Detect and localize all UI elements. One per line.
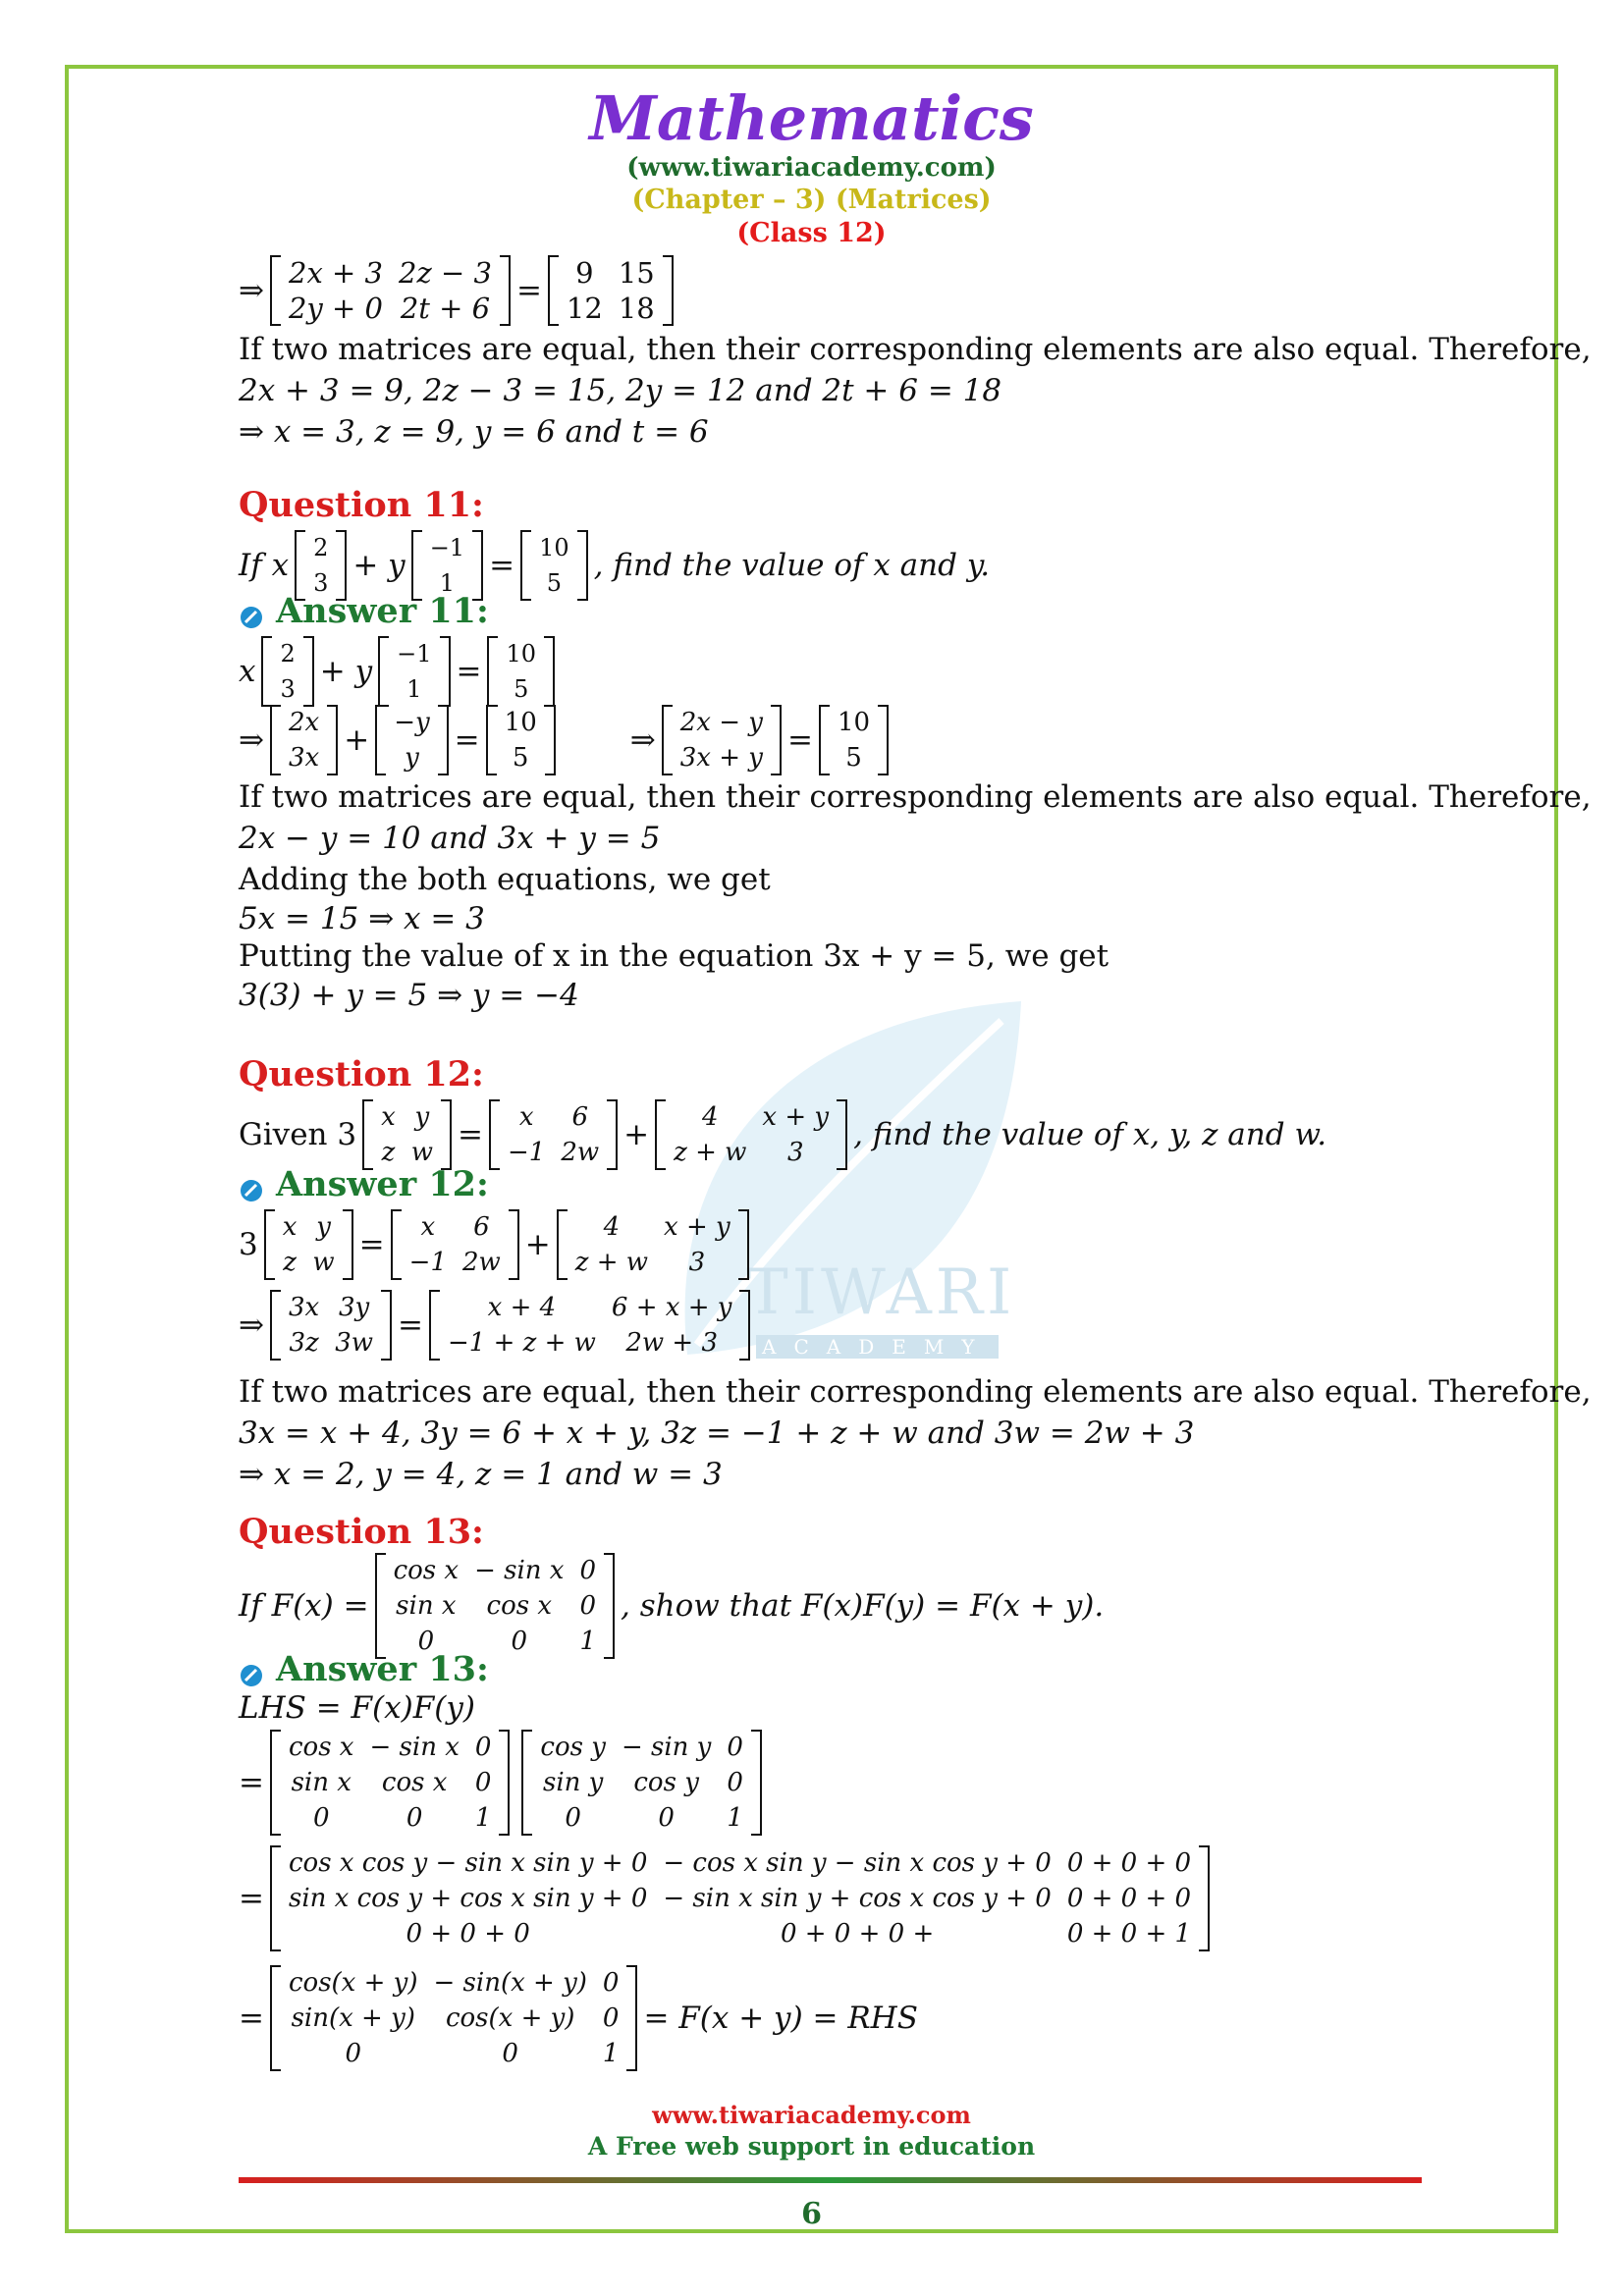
intro-line1: If two matrices are equal, then their corresponding elements are also equal. Therefore, bbox=[239, 332, 1592, 367]
matrix-cell: w bbox=[312, 1248, 335, 1277]
matrix bbox=[557, 1209, 749, 1280]
matrix-cell: 3x bbox=[288, 743, 320, 773]
matrix bbox=[270, 1965, 637, 2071]
question-12-text: Given 3 x y z w = x 6 −1 2w + 4 x + y z + w 3 , find the value of x, y, z and w. bbox=[239, 1099, 1326, 1170]
matrix-cell: −y bbox=[394, 708, 430, 737]
matrix-grid bbox=[531, 530, 577, 601]
a13-rhs: = F(x + y) = RHS bbox=[643, 2001, 918, 2036]
a11-line2: 2x − y = 10 and 3x + y = 5 bbox=[239, 821, 661, 856]
matrix bbox=[486, 705, 556, 775]
bracket-left bbox=[819, 705, 830, 775]
matrix-cell: y bbox=[405, 743, 419, 773]
a12-eq2: ⇒ 3x 3y 3z 3w = x + 4 6 + x + y −1 + z + w 2w + 3 bbox=[239, 1290, 756, 1361]
matrix-cell: 5 bbox=[514, 675, 529, 703]
a12-line1: If two matrices are equal, then their corresponding elements are also equal. Therefore, bbox=[239, 1374, 1592, 1410]
a12-line3: ⇒ x = 2, y = 4, z = 1 and w = 3 bbox=[239, 1457, 723, 1492]
matrix-cell: 1 bbox=[579, 1627, 597, 1656]
a13-lhs: LHS = F(x)F(y) bbox=[239, 1690, 475, 1726]
matrix-cell: sin(x + y) bbox=[291, 2003, 415, 2033]
a11-line1: If two matrices are equal, then their corresponding elements are also equal. Therefore, bbox=[239, 779, 1592, 815]
matrix-cell: 4 bbox=[701, 1102, 719, 1132]
matrix-cell: sin x bbox=[396, 1591, 457, 1621]
matrix-cell: cos x bbox=[288, 1733, 354, 1762]
matrix-cell: cos y bbox=[540, 1733, 606, 1762]
matrix-cell: 4 bbox=[603, 1212, 621, 1242]
matrix bbox=[521, 1730, 761, 1836]
q12-given: Given 3 bbox=[239, 1117, 357, 1152]
matrix bbox=[662, 705, 782, 775]
matrix-grid bbox=[281, 1290, 381, 1361]
matrix-cell: 3 bbox=[280, 675, 296, 703]
matrix-cell: 1 bbox=[602, 2039, 620, 2068]
bracket-left bbox=[270, 705, 281, 775]
matrix-grid bbox=[532, 1730, 750, 1836]
matrix-cell: 2x bbox=[288, 708, 320, 737]
header-class: (Class 12) bbox=[736, 218, 887, 248]
matrix-cell: 3 bbox=[786, 1138, 804, 1167]
matrix-cell: 0 + 0 + 0 bbox=[406, 1919, 530, 1949]
matrix bbox=[375, 1553, 615, 1659]
a11-line3: Adding the both equations, we get bbox=[239, 862, 771, 897]
matrix bbox=[520, 530, 588, 601]
matrix-cell: x bbox=[518, 1102, 534, 1132]
bracket-right bbox=[577, 530, 588, 601]
bracket-right bbox=[739, 1290, 750, 1361]
matrix-cell: − sin y bbox=[621, 1733, 712, 1762]
matrix-cell: − sin x bbox=[369, 1733, 460, 1762]
bracket-right bbox=[438, 705, 449, 775]
matrix bbox=[489, 1099, 618, 1170]
matrix-cell: x bbox=[282, 1212, 298, 1242]
a12-eq1: 3 x y z w = x 6 −1 2w + 4 x + y z + w 3 bbox=[239, 1209, 755, 1280]
matrix-grid bbox=[281, 255, 500, 326]
matrix-grid bbox=[281, 1965, 626, 2071]
matrix-cell: sin x bbox=[291, 1768, 352, 1797]
matrix-cell: 2w + 3 bbox=[625, 1328, 718, 1358]
bracket-left bbox=[557, 1209, 568, 1280]
bracket-left bbox=[362, 1099, 373, 1170]
intro-line3: ⇒ x = 3, z = 9, y = 6 and t = 6 bbox=[239, 414, 709, 450]
matrix-cell: 3w bbox=[335, 1328, 373, 1358]
bracket-right bbox=[738, 1209, 749, 1280]
matrix-cell: 3x bbox=[288, 1293, 320, 1322]
matrix-cell: 0 bbox=[474, 1733, 492, 1762]
watermark-brand: TIWARI bbox=[746, 1256, 1016, 1329]
matrix-cell: 0 bbox=[417, 1627, 435, 1656]
matrix bbox=[270, 1730, 510, 1836]
bracket-left bbox=[270, 255, 281, 326]
matrix-cell: 0 + 0 + 0 + bbox=[780, 1919, 935, 1949]
matrix-cell: 2z − 3 bbox=[399, 256, 492, 290]
matrix bbox=[487, 636, 555, 707]
matrix-cell: 3z bbox=[289, 1328, 319, 1358]
a11-eq1: x 2 3 + y −1 1 = 10 5 bbox=[239, 636, 561, 707]
bracket-left bbox=[375, 705, 386, 775]
matrix-grid bbox=[389, 636, 439, 707]
matrix-cell: sin x cos y + cos x sin y + 0 bbox=[288, 1884, 648, 1913]
matrix-cell: 0 bbox=[727, 1733, 743, 1762]
page-number: 6 bbox=[801, 2197, 822, 2231]
matrix-cell: 0 bbox=[406, 1803, 423, 1833]
answer-pen-icon bbox=[239, 1657, 264, 1682]
matrix-cell: 2 bbox=[280, 640, 296, 667]
matrix-cell: 0 bbox=[565, 1803, 581, 1833]
matrix-grid bbox=[373, 1099, 441, 1170]
matrix-grid bbox=[559, 255, 663, 326]
bracket-left bbox=[487, 636, 498, 707]
matrix-cell: 6 bbox=[571, 1102, 589, 1132]
matrix-cell: −1 bbox=[408, 1248, 447, 1277]
matrix bbox=[264, 1209, 353, 1280]
header-site: (www.tiwariacademy.com) bbox=[626, 153, 997, 183]
bracket-left bbox=[270, 1845, 281, 1951]
matrix bbox=[261, 636, 313, 707]
matrix-cell: 0 bbox=[345, 2039, 362, 2068]
bracket-right bbox=[771, 705, 782, 775]
matrix-cell: 0 bbox=[727, 1768, 743, 1797]
bracket-right bbox=[837, 1099, 847, 1170]
matrix bbox=[270, 1845, 1210, 1951]
bracket-right bbox=[604, 1553, 615, 1659]
matrix-cell: 0 bbox=[579, 1556, 597, 1585]
matrix-cell: 2x + 3 bbox=[289, 256, 383, 290]
matrix-cell: 2x − y bbox=[679, 708, 763, 737]
answer-pen-icon bbox=[239, 1172, 264, 1198]
q12-tail: , find the value of x, y, z and w. bbox=[853, 1117, 1327, 1152]
matrix-cell: sin y bbox=[543, 1768, 604, 1797]
answer-12-heading bbox=[239, 1164, 489, 1204]
bracket-left bbox=[521, 1730, 532, 1836]
matrix-cell: 2t + 6 bbox=[400, 292, 491, 325]
bracket-left bbox=[489, 1099, 500, 1170]
bracket-left bbox=[486, 705, 497, 775]
matrix-cell: cos x bbox=[486, 1591, 553, 1621]
matrix-cell: 3 bbox=[688, 1248, 706, 1277]
matrix-grid bbox=[440, 1290, 739, 1361]
answer-11-label: Answer 11: bbox=[276, 591, 489, 631]
bracket-right bbox=[440, 636, 451, 707]
matrix-cell: 5 bbox=[845, 743, 862, 773]
matrix-cell: 15 bbox=[618, 256, 655, 290]
matrix bbox=[270, 255, 511, 326]
matrix-cell: 0 bbox=[602, 2003, 620, 2033]
bracket-right bbox=[303, 636, 314, 707]
matrix-cell: 9 bbox=[575, 256, 594, 290]
answer-12-label: Answer 12: bbox=[276, 1164, 489, 1204]
matrix bbox=[391, 1209, 519, 1280]
question-13-heading: Question 13: bbox=[239, 1512, 484, 1552]
matrix-cell: x + y bbox=[664, 1212, 730, 1242]
matrix-cell: − sin(x + y) bbox=[433, 1968, 587, 1998]
matrix-cell: 10 bbox=[539, 534, 569, 561]
matrix bbox=[270, 705, 338, 775]
question-13-text bbox=[239, 1553, 1104, 1659]
matrix-cell: −1 bbox=[508, 1138, 546, 1167]
a13-eq3: = cos(x + y) − sin(x + y) 0 sin(x + y) cos(x + y) 0 0 0 1 = F(x + y) = RHS bbox=[239, 1965, 918, 2071]
matrix-grid bbox=[498, 636, 544, 707]
bracket-left bbox=[261, 636, 272, 707]
matrix-cell: 0 + 0 + 1 bbox=[1066, 1919, 1192, 1949]
matrix-cell: z + w bbox=[574, 1248, 649, 1277]
matrix-cell: 0 + 0 + 0 bbox=[1066, 1884, 1192, 1913]
matrix bbox=[655, 1099, 847, 1170]
bracket-right bbox=[343, 1209, 353, 1280]
matrix bbox=[362, 1099, 452, 1170]
matrix-cell: 2w bbox=[461, 1248, 501, 1277]
matrix-cell: − cos x sin y − sin x cos y + 0 bbox=[663, 1848, 1052, 1878]
bracket-left bbox=[264, 1209, 275, 1280]
answer-11-heading bbox=[239, 591, 489, 631]
matrix-cell: 0 bbox=[602, 1968, 620, 1998]
bracket-right bbox=[545, 705, 556, 775]
bracket-left bbox=[662, 705, 673, 775]
bracket-right bbox=[1199, 1845, 1210, 1951]
matrix-cell: 1 bbox=[474, 1803, 492, 1833]
matrix bbox=[548, 255, 674, 326]
matrix-cell: −1 + z + w bbox=[447, 1328, 596, 1358]
matrix-cell: 18 bbox=[618, 292, 655, 325]
matrix-cell: 2 bbox=[313, 534, 329, 561]
bracket-left bbox=[391, 1209, 402, 1280]
matrix-cell: 0 bbox=[579, 1591, 597, 1621]
matrix-cell: 0 bbox=[474, 1768, 492, 1797]
matrix-grid bbox=[281, 1845, 1199, 1951]
watermark-sub: ACADEMY bbox=[756, 1335, 999, 1359]
matrix-cell: cos x cos y − sin x sin y + 0 bbox=[288, 1848, 648, 1878]
matrix-grid bbox=[281, 1730, 499, 1836]
matrix-grid bbox=[402, 1209, 509, 1280]
bracket-left bbox=[520, 530, 531, 601]
matrix-cell: −1 bbox=[429, 534, 465, 561]
question-12-heading: Question 12: bbox=[239, 1054, 484, 1095]
matrix bbox=[270, 1290, 392, 1361]
matrix-cell: − sin x bbox=[474, 1556, 565, 1585]
bracket-left bbox=[378, 636, 389, 707]
matrix-cell: 10 bbox=[506, 640, 537, 667]
matrix-cell: 0 + 0 + 0 bbox=[1066, 1848, 1192, 1878]
matrix-cell: z bbox=[283, 1248, 297, 1277]
matrix-cell: cos x bbox=[381, 1768, 448, 1797]
matrix bbox=[429, 1290, 750, 1361]
q13-tail: , show that F(x)F(y) = F(x + y). bbox=[621, 1588, 1105, 1624]
matrix-cell: y bbox=[414, 1102, 430, 1132]
matrix-cell: 1 bbox=[439, 569, 456, 597]
bracket-right bbox=[499, 1730, 510, 1836]
bracket-right bbox=[327, 705, 338, 775]
bracket-left bbox=[429, 1290, 440, 1361]
a11-line6: 3(3) + y = 5 ⇒ y = −4 bbox=[239, 978, 579, 1013]
matrix-cell: 2y + 0 bbox=[288, 292, 384, 325]
bracket-right bbox=[500, 255, 511, 326]
matrix-cell: 5 bbox=[546, 569, 562, 597]
matrix-cell: 10 bbox=[837, 708, 871, 737]
a11-line5: Putting the value of x in the equation 3x + y = 5, we get bbox=[239, 938, 1109, 974]
matrix-cell: 0 bbox=[658, 1803, 675, 1833]
answer-pen-icon bbox=[239, 599, 264, 624]
matrix-grid bbox=[500, 1099, 607, 1170]
matrix-cell: cos x bbox=[393, 1556, 460, 1585]
bracket-right bbox=[509, 1209, 519, 1280]
footer-site-link[interactable]: www.tiwariacademy.com bbox=[652, 2101, 971, 2129]
bracket-left bbox=[375, 1553, 386, 1659]
bracket-left bbox=[548, 255, 559, 326]
matrix-cell: w bbox=[410, 1138, 434, 1167]
matrix-grid bbox=[275, 1209, 343, 1280]
matrix-cell: − sin x sin y + cos x cos y + 0 bbox=[663, 1884, 1052, 1913]
matrix-cell: 6 + x + y bbox=[611, 1293, 732, 1322]
matrix-cell: x bbox=[381, 1102, 396, 1132]
matrix-grid bbox=[673, 705, 771, 775]
bracket-left bbox=[270, 1290, 281, 1361]
bracket-left bbox=[270, 1965, 281, 2071]
bracket-right bbox=[663, 255, 674, 326]
matrix-cell: x + y bbox=[762, 1102, 830, 1132]
matrix-grid bbox=[497, 705, 545, 775]
matrix-cell: 12 bbox=[566, 292, 603, 325]
matrix-cell: cos y bbox=[633, 1768, 699, 1797]
page-title: Mathematics bbox=[589, 82, 1034, 154]
answer-13-heading bbox=[239, 1649, 489, 1689]
matrix-cell: y bbox=[316, 1212, 331, 1242]
matrix-grid bbox=[281, 705, 327, 775]
matrix-cell: cos(x + y) bbox=[288, 1968, 418, 1998]
intro-eq1: ⇒ 2x + 3 2z − 3 2y + 0 2t + 6 = 9 15 12 18 bbox=[239, 255, 679, 326]
a12-line2: 3x = x + 4, 3y = 6 + x + y, 3z = −1 + z + w and 3w = 2w + 3 bbox=[239, 1415, 1195, 1451]
a13-eq2: = cos x cos y − sin x sin y + 0 − cos x sin y − sin x cos y + 0 0 + 0 + 0 sin x cos y + cos x sin y + 0 − sin x sin y + cos x cos y + 0 0 + 0 + 0 0 + 0 + 0 0 + 0 + 0 + 0 + 0 + 1 bbox=[239, 1845, 1216, 1951]
bracket-left bbox=[655, 1099, 666, 1170]
bracket-right bbox=[381, 1290, 392, 1361]
matrix bbox=[378, 636, 450, 707]
a11-eq2: ⇒ 2x 3x + −y y = 10 5 ⇒ 2x − y 3x + y = 10 5 bbox=[239, 705, 894, 775]
matrix-cell: 10 bbox=[504, 708, 537, 737]
a11-line4: 5x = 15 ⇒ x = 3 bbox=[239, 901, 485, 936]
matrix bbox=[375, 705, 448, 775]
q11-if: If x bbox=[239, 548, 290, 583]
matrix-grid bbox=[666, 1099, 837, 1170]
bracket-right bbox=[607, 1099, 618, 1170]
matrix-cell: −1 bbox=[397, 640, 432, 667]
header-chapter: (Chapter – 3) (Matrices) bbox=[631, 185, 992, 215]
matrix-cell: 3x + y bbox=[679, 743, 763, 773]
matrix-cell: 0 bbox=[312, 1803, 330, 1833]
q11-tail: , find the value of x and y. bbox=[593, 548, 991, 583]
bracket-right bbox=[878, 705, 889, 775]
matrix-cell: 1 bbox=[727, 1803, 743, 1833]
matrix-grid bbox=[568, 1209, 738, 1280]
bracket-right bbox=[626, 1965, 637, 2071]
answer-13-label: Answer 13: bbox=[276, 1649, 489, 1689]
question-11-heading: Question 11: bbox=[239, 485, 484, 525]
matrix-cell: z + w bbox=[674, 1138, 747, 1167]
intro-line2: 2x + 3 = 9, 2z − 3 = 15, 2y = 12 and 2t + 6 = 18 bbox=[239, 373, 1002, 408]
matrix-cell: 0 bbox=[502, 2039, 518, 2068]
matrix-cell: cos(x + y) bbox=[445, 2003, 575, 2033]
footer-tagline: A Free web support in education bbox=[587, 2132, 1036, 2161]
matrix-grid bbox=[386, 1553, 604, 1659]
matrix bbox=[819, 705, 889, 775]
matrix-cell: 3y bbox=[338, 1293, 370, 1322]
a13-eq1: = cos x − sin x 0 sin x cos x 0 0 0 1 cos y − sin y 0 sin y cos y 0 0 0 1 bbox=[239, 1730, 768, 1836]
bracket-left bbox=[270, 1730, 281, 1836]
matrix-grid bbox=[272, 636, 302, 707]
bracket-right bbox=[544, 636, 555, 707]
bracket-right bbox=[751, 1730, 762, 1836]
footer-divider bbox=[239, 2177, 1422, 2183]
question-11-text: If x 2 3 + y −1 1 = 10 5 , find the value of x and y. bbox=[239, 530, 990, 601]
matrix-cell: 5 bbox=[512, 743, 529, 773]
bracket-right bbox=[441, 1099, 452, 1170]
matrix-cell: 3 bbox=[313, 569, 329, 597]
matrix-cell: x + 4 bbox=[487, 1293, 557, 1322]
matrix-cell: 2w bbox=[561, 1138, 600, 1167]
matrix-cell: 6 bbox=[473, 1212, 490, 1242]
matrix-grid bbox=[386, 705, 437, 775]
matrix-grid bbox=[830, 705, 878, 775]
matrix-cell: 0 bbox=[511, 1627, 528, 1656]
matrix-cell: 1 bbox=[406, 675, 422, 703]
matrix-cell: z bbox=[381, 1138, 396, 1167]
q13-if: If F(x) = bbox=[239, 1588, 369, 1624]
matrix-cell: x bbox=[420, 1212, 436, 1242]
